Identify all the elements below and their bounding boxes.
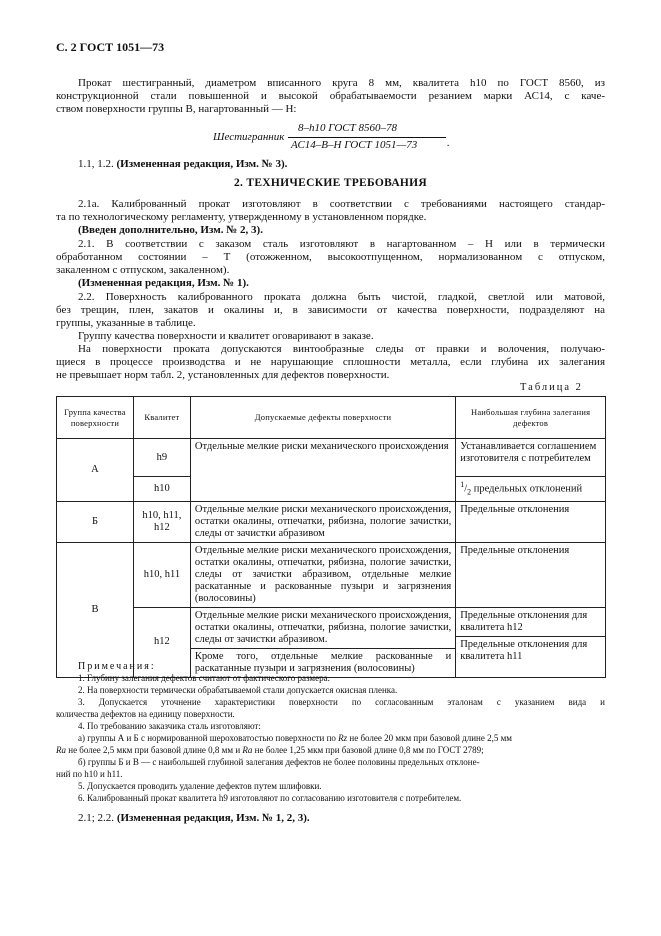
p21-line-2: обработанном состоянии – Т (отожженном, высокоотпущенном, нормализованном с отпуском, — [56, 251, 605, 263]
p21-line-1: 2.1. В соответствии с заказом сталь изготовляют в нагартованном – Н или в термически — [78, 238, 605, 250]
p21-line-3: закаленном с отпуском, закаленном). — [56, 264, 230, 276]
p22-marks-line-1: На поверхности проката допускаются винтообразные следы от правки и волочения, получаю- — [78, 343, 605, 355]
defect-v-2b: Кроме того, отдельные мелкие раскованные и раскатанные пузыри и загрязнения (волосовины) — [191, 648, 455, 677]
note-3b: количества дефектов на единицу поверхности. — [56, 709, 235, 719]
amendment-1-1-text: (Измененная редакция, Изм. № 3). — [116, 158, 288, 170]
p21-note: (Измененная редакция, Изм. № 1). — [78, 277, 249, 289]
header-depth: Наибольшая глубина залегания дефектов — [456, 397, 606, 439]
table-caption: Таблица 2 — [520, 382, 583, 393]
note-4a-part1: а) группы А и Б с нормированной шероховатостью поверхности по — [78, 733, 339, 743]
table-row — [57, 439, 606, 477]
table-row — [57, 501, 606, 542]
p21a-line-2: та по технологическому регламенту, утвержденному в установленном порядке. — [56, 211, 427, 223]
depth-v-2b: Предельные отклонения для квалитета h11 — [456, 636, 605, 665]
group-v-cell: В — [57, 542, 134, 677]
half-denominator: 2 — [467, 487, 472, 497]
grade-v-h12: h12 — [133, 607, 190, 677]
note-3a: 3. Допускается уточнение характеристики поверхности по согласованным эталонам с указанием вида и — [78, 697, 605, 707]
note-4a-part2: не более 20 мкм при базовой длине 2,5 мм — [347, 733, 512, 743]
footer-amendment — [78, 812, 310, 825]
depth-v-1: Предельные отклонения — [456, 542, 606, 607]
p22-marks-line-2: щиеся в процессе производства и не нарушающие сплошности металла, если глубина их залегания — [56, 356, 605, 368]
p22-order-line: Группу качества поверхности и квалитет оговаривают в заказе. — [78, 330, 374, 342]
amendment-1-1 — [78, 158, 287, 171]
defect-a: Отдельные мелкие риски механического происхождения — [190, 439, 455, 502]
intro-line-1: Прокат шестигранный, диаметром вписанного круга 8 мм, квалитета h10 по ГОСТ 8560, из — [78, 77, 605, 89]
formula-numerator: 8–h10 ГОСТ 8560–78 — [298, 122, 398, 134]
intro-line-2: конструкционной стали повышенной и высокой обрабатываемости резанием марки АС14, с каче- — [56, 90, 605, 102]
note-4b-ra1: Ra — [56, 745, 66, 755]
depth-a-h9: Устанавливается соглашением изготовителя с потребителем — [456, 439, 606, 477]
note-4b-ra2: Ra — [242, 745, 253, 755]
formula-denominator: АС14–В–Н ГОСТ 1051—73 — [291, 139, 418, 151]
note-4a-rz: Rz — [338, 733, 348, 743]
half-numerator: 1 — [460, 480, 465, 489]
header-defects: Допускаемые дефекты поверхности — [190, 397, 455, 439]
intro-line-3: ством поверхности группы В, нагартованный — Н: — [56, 103, 297, 115]
footer-text: (Измененная редакция, Изм. № 1, 2, 3). — [116, 812, 310, 824]
note-6: 6. Калиброванный прокат квалитета h9 изготовляют по согласованию изготовителя с потребителем. — [78, 793, 462, 803]
defect-v-2a: Отдельные мелкие риски механического происхождения, остатки окалины, отпечатки, рябизна, пологие зачистки, следы от зачистки абразивом. — [194, 609, 452, 645]
depth-v-2 — [456, 607, 606, 677]
p21a-note: (Введен дополнительно, Изм. № 2, 3). — [78, 224, 263, 236]
table-header-row — [57, 397, 606, 439]
p21a-line-1: 2.1а. Калиброванный прокат изготовляют в соответствии с требованиями настоящего стандар- — [78, 198, 605, 210]
note-4: 4. По требованию заказчика сталь изготовляют: — [78, 721, 261, 731]
page-header: С. 2 ГОСТ 1051—73 — [56, 40, 165, 54]
note-4b — [56, 745, 484, 756]
p22-line-2: без трещин, плен, закатов и окалины и, в зависимости от качества поверхности, подразделяют на — [56, 304, 605, 316]
note-5: 5. Допускается проводить удаление дефектов путем шлифовки. — [78, 781, 322, 791]
defect-b: Отдельные мелкие риски механического происхождения, остатки окалины, отпечатки, рябизна, пологие зачистки, следы от зачистки абразивом — [190, 501, 455, 542]
defect-v-1: Отдельные мелкие риски механического происхождения, остатки окалины, отпечатки, рябизна, пологие зачистки, следы от зачистки абразивом, отдельные мелкие раскатанные и раскованные пузыри и загрязнения (волосовины) — [190, 542, 455, 607]
grade-b: h10, h11, h12 — [133, 501, 190, 542]
grade-v-h10-h11: h10, h11 — [133, 542, 190, 607]
note-2: 2. На поверхности термически обрабатываемой стали допускается окисная пленка. — [78, 685, 398, 695]
fraction-bar — [288, 137, 446, 138]
grade-a-h10: h10 — [133, 477, 190, 502]
depth-a-h10: $^1/_2$ предельных отклонений — [456, 477, 606, 502]
note-4d: ний по h10 и h11. — [56, 769, 123, 779]
group-b-cell: Б — [57, 501, 134, 542]
note-4b-part2: не более 1,25 мкм при базовой длине 0,8 мм по ГОСТ 2789; — [252, 745, 484, 755]
table-row — [57, 542, 606, 607]
footer-prefix: 2.1; 2.2. — [78, 812, 115, 824]
defect-v-2 — [190, 607, 455, 677]
notes-title: Примечания: — [78, 661, 156, 672]
depth-b: Предельные отклонения — [456, 501, 606, 542]
p22-marks-line-3: не превышает норм табл. 2, установленных для дефектов поверхности. — [56, 369, 390, 381]
section-title: 2. ТЕХНИЧЕСКИЕ ТРЕБОВАНИЯ — [233, 177, 428, 189]
note-4a — [78, 733, 512, 744]
depth-a-h10-text: предельных отклонений — [471, 483, 583, 495]
p22-line-3: группы, указанные в таблице. — [56, 317, 196, 329]
note-4b-part1: не более 2,5 мкм при базовой длине 0,8 мм и — [66, 745, 243, 755]
table-2 — [56, 396, 606, 678]
header-group: Группа качества поверхности — [57, 397, 134, 439]
p22-line-1: 2.2. Поверхность калиброванного проката должна быть чистой, гладкой, светлой или матовой, — [78, 291, 605, 303]
group-a-cell: А — [57, 439, 134, 502]
note-1: 1. Глубину залегания дефектов считают от фактического размера. — [78, 673, 330, 683]
formula-dot: . — [447, 137, 450, 149]
depth-v-2a: Предельные отклонения для квалитета h12 — [460, 609, 588, 633]
grade-a-h9: h9 — [133, 439, 190, 477]
amendment-1-1-prefix: 1.1, 1.2. — [78, 158, 114, 170]
header-grade: Квалитет — [133, 397, 190, 439]
note-4c: б) группы Б и В — с наибольшей глубиной залегания дефектов не более половины предельных отклоне- — [78, 757, 480, 767]
formula-label: Шестигранник — [213, 131, 285, 143]
